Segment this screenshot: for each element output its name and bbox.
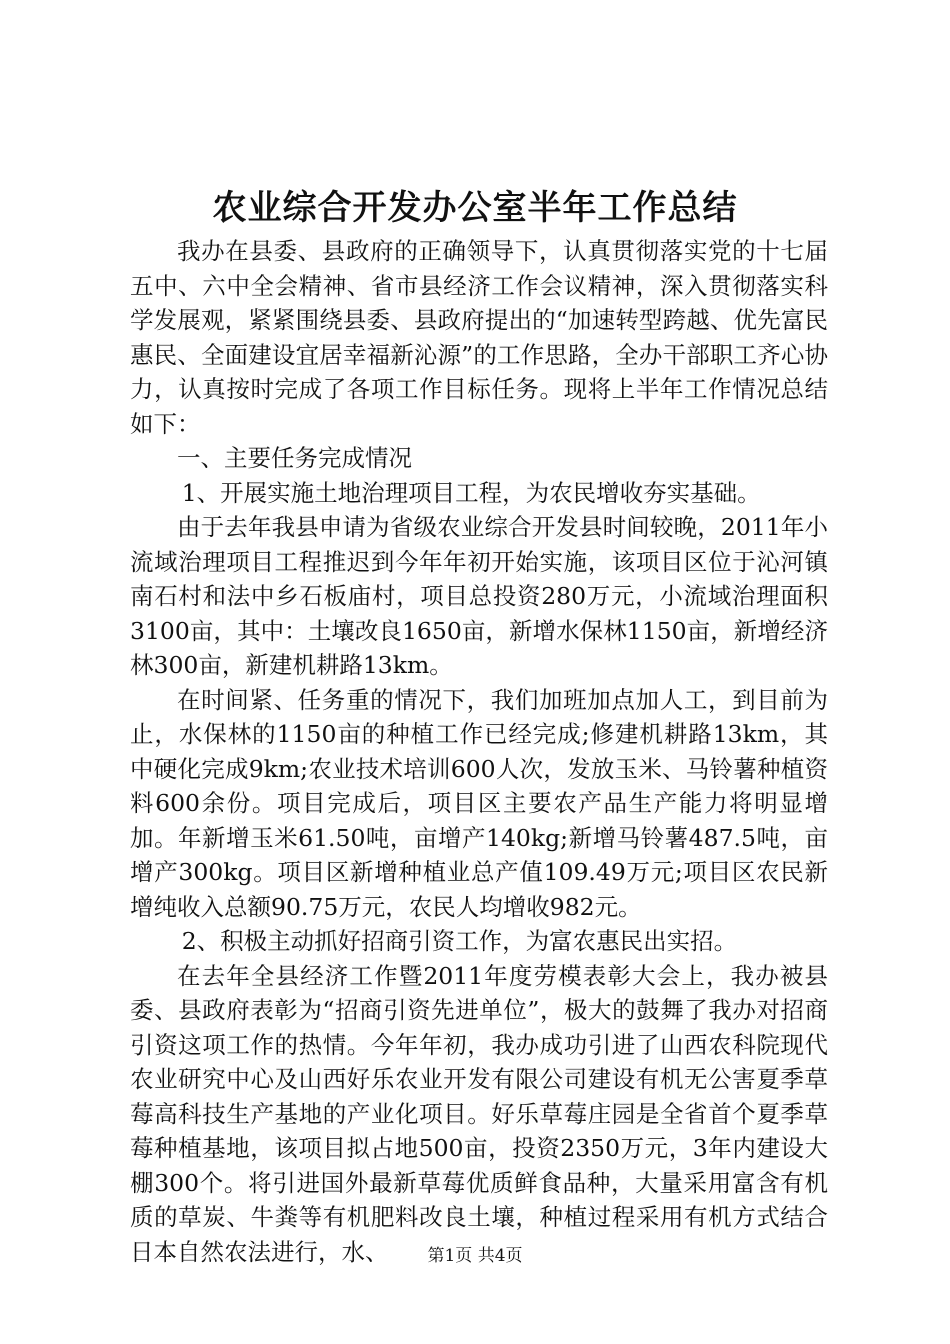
subsection-heading-investment: 2、积极主动抓好招商引资工作，为富农惠民出实招。 <box>181 927 738 955</box>
subsection-heading-land-governance: 1、开展实施土地治理项目工程，为农民增收夯实基础。 <box>181 478 761 507</box>
paragraph-investment: 在去年全县经济工作暨2011年度劳模表彰大会上，我办被县委、县政府表彰为“招商引资先进单位”，极大的鼓舞了我办对招商引资这项工作的热情。今年年初，我办成功引进了山西农科院现代农业研究中心及山西好乐农业开发有限公司建设有机无公害夏季草莓高科技生产基地的产业化项目。好乐草莓庄园是全省首个夏季草莓种植基地，该项目拟占地500亩，投资2350万元，3年内建设大棚300个。将引进国外最新草莓优质鲜食品种，大量采用富含有机质的草炭、牛粪等有机肥料改良土壤，种植过程采用有机方式结合日本自然农法进行，水、 <box>130 961 828 1266</box>
page-footer: 第1页 共4页 <box>427 1246 523 1266</box>
section-heading-main-tasks: 一、主要任务完成情况 <box>177 444 412 472</box>
paragraph-intro: 我办在县委、县政府的正确领导下，认真贯彻落实党的十七届五中、六中全会精神、省市县经济工作会议精神，深入贯彻落实科学发展观，紧紧围绕县委、县政府提出的“加速转型跨越、优先富民惠民、全面建设宜居幸福新沁源”的工作思路，全办干部职工齐心协力，认真按时完成了各项工作目标任务。现将上半年工作情况总结如下： <box>130 237 828 438</box>
paragraph-progress: 在时间紧、任务重的情况下，我们加班加点加人工，到目前为止，水保林的1150亩的种植工作已经完成;修建机耕路13km，其中硬化完成9km;农业技术培训600人次，发放玉米、马铃薯种植资料600余份。项目完成后，项目区主要农产品生产能力将明显增加。年新增玉米61.50吨，亩增产140kg;新增马铃薯487.5吨，亩增产300kg。项目区新增种植业总产值109.49万元;项目区农民新增纯收入总额90.75万元，农民人均增收982元。 <box>130 685 828 921</box>
document-body <box>130 234 828 1269</box>
paragraph-land-project: 由于去年我县申请为省级农业综合开发县时间较晚，2011年小流域治理项目工程推迟到今年年初开始实施，该项目区位于沁河镇南石村和法中乡石板庙村，项目总投资280万元，小流域治理面积3100亩，其中：土壤改良1650亩，新增水保林1150亩，新增经济林300亩，新建机耕路13km。 <box>130 513 828 679</box>
document-title: 农业综合开发办公室半年工作总结 <box>212 188 738 228</box>
